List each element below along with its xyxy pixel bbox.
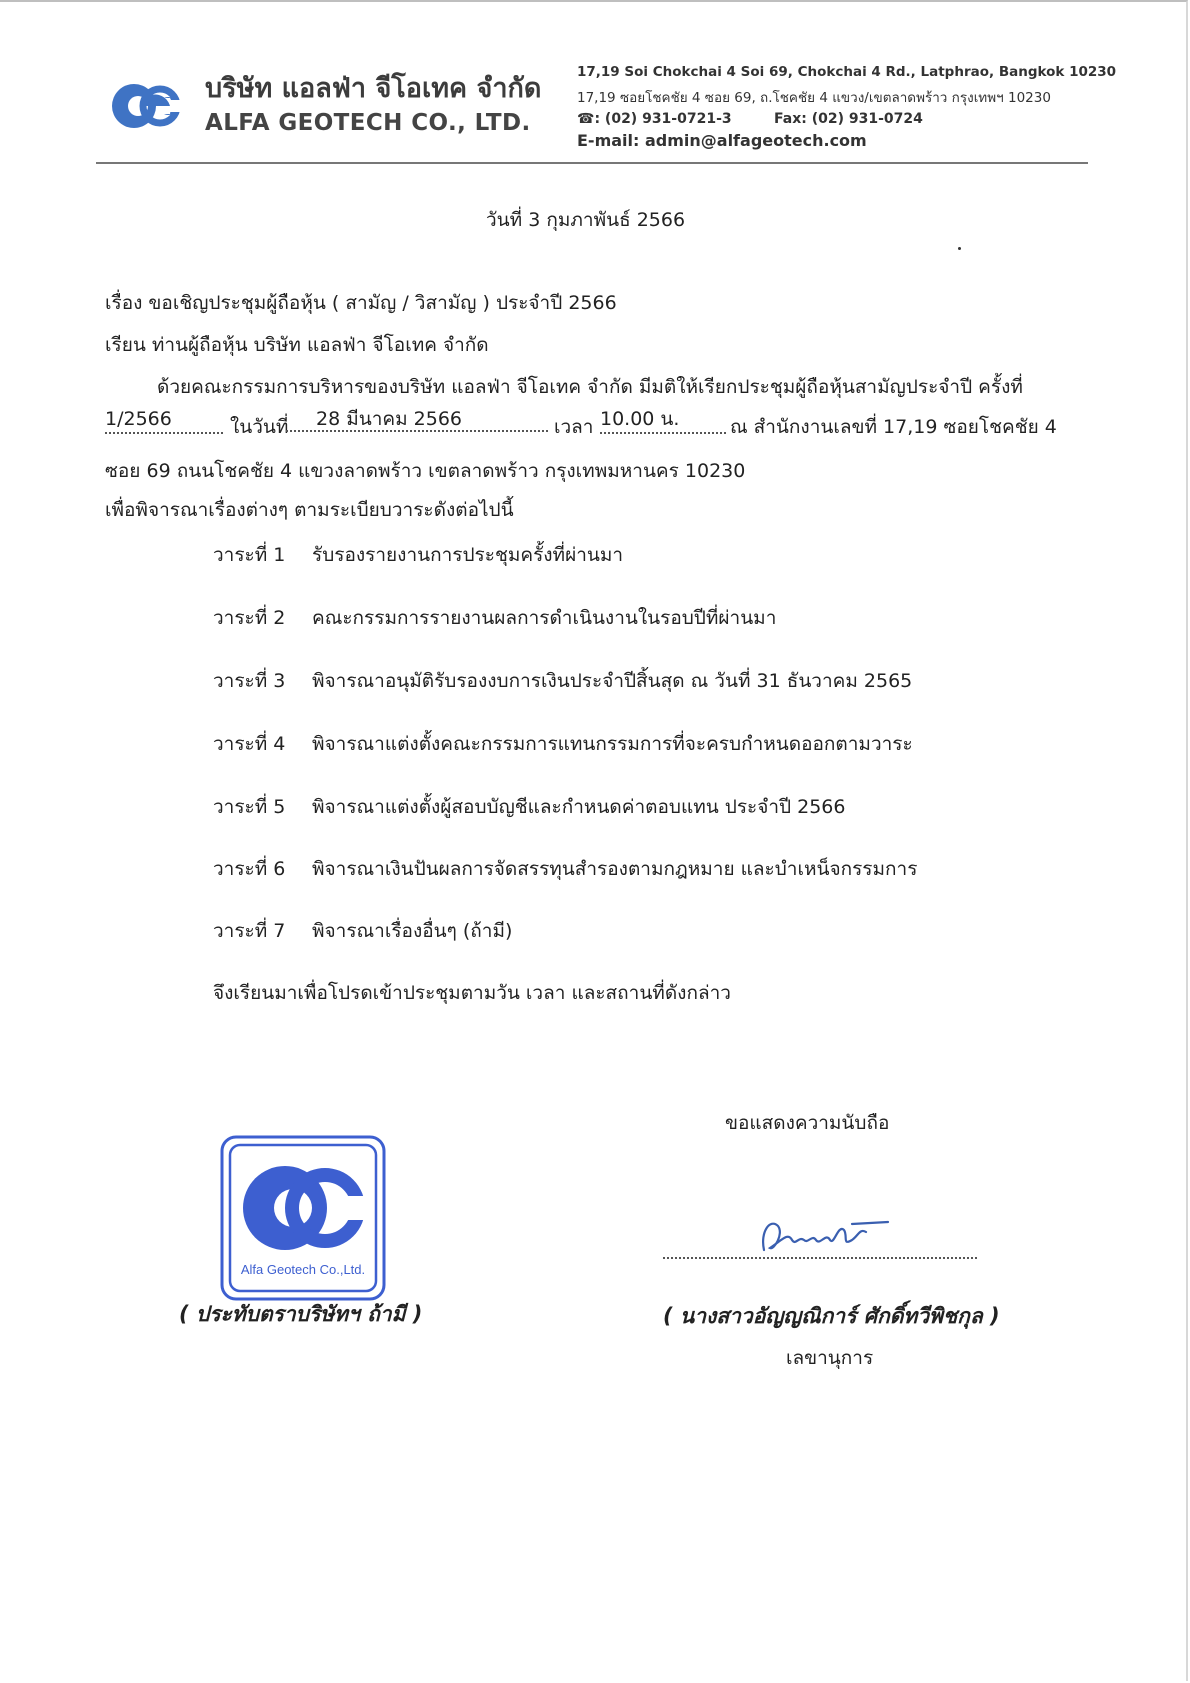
agenda-number: วาระที่ 5 xyxy=(213,796,286,818)
agenda-text: พิจารณาอนุมัติรับรองงบการเงินประจำปีสิ้นสุด ณ วันที่ 31 ธันวาคม 2565 xyxy=(312,670,913,692)
scan-speck xyxy=(958,247,961,250)
date-label: ในวันที่ xyxy=(230,416,289,438)
meeting-date: 28 มีนาคม 2566 xyxy=(286,407,548,432)
agenda-number: วาระที่ 3 xyxy=(213,670,286,692)
fax-number: Fax: (02) 931-0724 xyxy=(774,111,923,127)
signer-position: เลขานุการ xyxy=(786,1347,874,1369)
company-stamp xyxy=(219,1134,387,1302)
stamp-note: ( ประทับตราบริษัทฯ ถ้ามี ) xyxy=(179,1302,423,1326)
closing-text: จึงเรียนมาเพื่อโปรดเข้าประชุมตามวัน เวลา และสถานที่ดังกล่าว xyxy=(213,982,731,1004)
agenda-number: วาระที่ 6 xyxy=(213,858,286,880)
agenda-text: พิจารณาแต่งตั้งคณะกรรมการแทนกรรมการที่จะครบกำหนดออกตามวาระ xyxy=(312,733,913,755)
email-address: E-mail: admin@alfageotech.com xyxy=(577,131,867,150)
agenda-number: วาระที่ 4 xyxy=(213,733,286,755)
letter-subject: เรื่อง ขอเชิญประชุมผู้ถือหุ้น ( สามัญ / วิสามัญ ) ประจำปี 2566 xyxy=(105,292,617,314)
regards-text: ขอแสดงความนับถือ xyxy=(725,1112,890,1134)
letter-recipient: เรียน ท่านผู้ถือหุ้น บริษัท แอลฟ่า จีโอเทค จำกัด xyxy=(105,334,489,356)
phone-number: : (02) 931-0721-3 xyxy=(594,111,732,127)
agenda-text: คณะกรรมการรายงานผลการดำเนินงานในรอบปีที่ผ่านมา xyxy=(312,607,777,629)
agenda-number: วาระที่ 1 xyxy=(213,544,286,566)
letter-intro: ด้วยคณะกรรมการบริหารของบริษัท แอลฟ่า จีโอเทค จำกัด มีมติให้เรียกประชุมผู้ถือหุ้นสามัญประจำปี ครั้งที่ xyxy=(157,376,1023,398)
agenda-text: พิจารณาเงินปันผลการจัดสรรทุนสำรองตามกฎหมาย และบำเหน็จกรรมการ xyxy=(312,858,918,880)
letter-date: วันที่ 3 กุมภาพันธ์ 2566 xyxy=(486,209,686,231)
signature-line xyxy=(663,1257,977,1259)
company-logo xyxy=(110,76,182,136)
signer-name: ( นางสาวอัญญณิการ์ ศักดิ์ทวีพิชกุล ) xyxy=(663,1304,1000,1328)
header-divider xyxy=(96,162,1088,164)
agenda-intro: เพื่อพิจารณาเรื่องต่างๆ ตามระเบียบวาระดังต่อไปนี้ xyxy=(105,499,514,521)
address-thai: 17,19 ซอยโชคชัย 4 ซอย 69, ถ.โชคชัย 4 แขวง/เขตลาดพร้าว กรุงเทพฯ 10230 xyxy=(577,90,1051,106)
agenda-number: วาระที่ 7 xyxy=(213,920,286,942)
meeting-time: 10.00 น. xyxy=(600,407,726,434)
agenda-text: รับรองรายงานการประชุมครั้งที่ผ่านมา xyxy=(312,544,624,566)
handwritten-signature xyxy=(756,1210,896,1260)
agenda-text: พิจารณาแต่งตั้งผู้สอบบัญชีและกำหนดค่าตอบแทน ประจำปี 2566 xyxy=(312,796,846,818)
agenda-text: พิจารณาเรื่องอื่นๆ (ถ้ามี) xyxy=(312,920,513,942)
time-label: เวลา xyxy=(554,416,594,438)
phone-line xyxy=(577,111,732,127)
agenda-number: วาระที่ 2 xyxy=(213,607,286,629)
svg-text:Alfa Geotech Co.,Ltd.: Alfa Geotech Co.,Ltd. xyxy=(240,1262,366,1277)
address-english: 17,19 Soi Chokchai 4 Soi 69, Chokchai 4 Rd., Latphrao, Bangkok 10230 xyxy=(577,64,1117,80)
company-name-english: ALFA GEOTECH CO., LTD. xyxy=(205,110,531,136)
place-line-2: ซอย 69 ถนนโชคชัย 4 แขวงลาดพร้าว เขตลาดพร้าว กรุงเทพมหานคร 10230 xyxy=(105,460,746,482)
phone-icon: ☎ xyxy=(577,111,595,127)
meeting-number: 1/2566 xyxy=(105,407,223,434)
place-label: ณ สำนักงานเลขที่ 17,19 ซอยโชคชัย 4 xyxy=(730,416,1057,438)
company-name-thai: บริษัท แอลฟ่า จีโอเทค จำกัด xyxy=(205,73,542,104)
